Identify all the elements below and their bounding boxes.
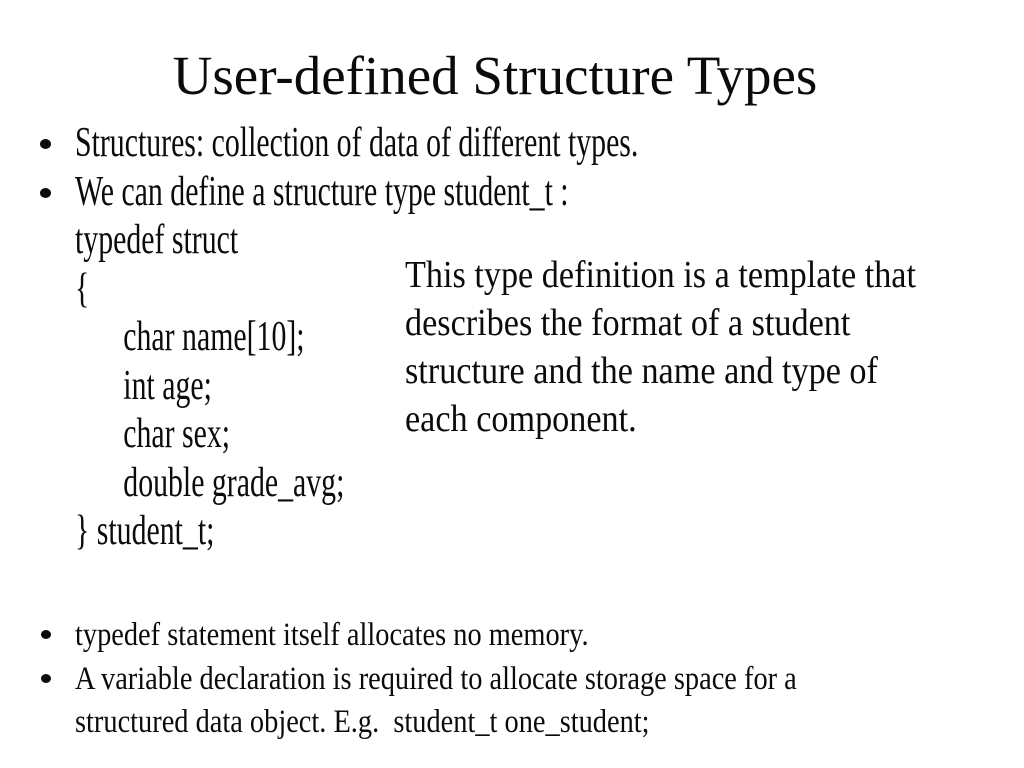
code-line-open-brace: { (75, 265, 90, 312)
side-note-block (405, 251, 916, 443)
bullet-item-variable-declaration: A variable declaration is required to allocate storage space for a (75, 660, 797, 697)
bullet-marker (41, 630, 51, 639)
footer-bullets-block (75, 614, 797, 745)
side-note-line: structure and the name and type of (405, 350, 878, 392)
slide-title: User-defined Structure Types (172, 45, 818, 106)
side-note-line: This type definition is a template that (405, 254, 916, 296)
code-line-double-grade-avg: double grade_avg; (123, 459, 345, 506)
bullet-item-structures: Structures: collection of data of different types. (75, 120, 639, 166)
bullet-item-define-type: We can define a structure type student_t : (75, 168, 569, 215)
side-note-line: describes the format of a student (405, 302, 851, 344)
bullet-marker (41, 674, 51, 683)
code-line-typedef: typedef struct (75, 217, 239, 263)
bullet-item-typedef-memory: typedef statement itself allocates no memory. (75, 617, 589, 653)
bullet-marker (40, 139, 51, 149)
side-note-line: each component. (405, 398, 637, 440)
bullet-item-variable-declaration-wrap: structured data object. E.g. student_t one_student; (75, 704, 650, 740)
code-line-int-age: int age; (123, 362, 212, 409)
bullet-marker (40, 188, 51, 198)
code-line-char-sex: char sex; (123, 411, 231, 457)
code-line-char-name: char name[10]; (123, 314, 305, 360)
code-line-close-brace: } student_t; (75, 508, 215, 554)
